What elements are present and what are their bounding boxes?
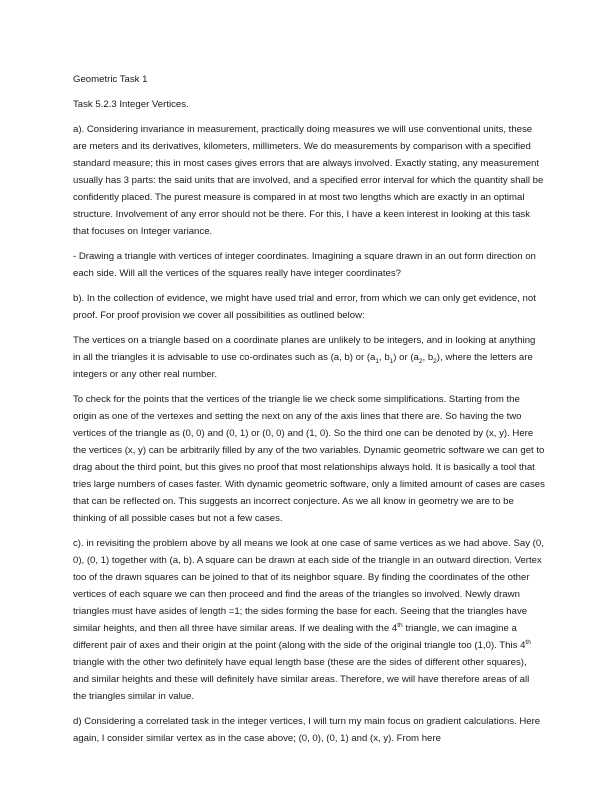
vertices-text-5: ), where the letters are integers or any other real number. bbox=[73, 352, 533, 380]
paragraph-question: - Drawing a triangle with vertices of integer coordinates. Imagining a square drawn in an out form direction on each side. Will all the vertices of the squares really have integer coordinates? bbox=[73, 251, 536, 279]
paragraph-a: a). Considering invariance in measurement, practically doing measures we will use conventional units, these are meters and its derivatives, kilometers, millimeters. We do measurements by comparison with a specified standard measure; this in most cases gives errors that are always involved. Exactly stating, any measurement usually has 3 parts: the said units that are involved, and a specified error interval for which the quantity shall be confidently placed. The purest measure is compared in at most two lengths which are exactly in an optimal structure. Involvement of any error should not be there. For this, I have a keen interest in looking at this task that focuses on Integer variance. bbox=[73, 124, 544, 237]
document-body bbox=[73, 71, 545, 755]
paragraph-vertices bbox=[73, 332, 545, 383]
vertices-text-4: , b bbox=[422, 352, 434, 363]
subscript: 2 bbox=[433, 357, 437, 365]
task-heading: Task 5.2.3 Integer Vertices. bbox=[73, 99, 189, 110]
c-text-2: triangle, we can imagine a different pair of axes and their origin at the point (along with the side of the original triangle too (1,0). This 4 bbox=[73, 623, 526, 651]
vertices-text-2: , b bbox=[378, 352, 390, 363]
paragraph-check: To check for the points that the vertices of the triangle lie we check some simplifications. Starting from the origin as one of the vertexes and setting the next on any of the axis lines that there are. So having the two vertices of the triangle as (0, 0) and (0, 1) or (0, 0) and (1, 0). So the third one can be denoted by (x, y). Here the vertices (x, y) can be arbitrarily filled by any of the two variables. Dynamic geometric software we can get to drag about the third point, but this gives no proof that most relationships always hold. It is basically a tool that tries large numbers of cases faster. With dynamic geometric software, only a limited amount of cases are cases that can be reflected on. This suggests an incorrect conjecture. As we all know in geometry we are to be thinking of all possible cases but not a few cases. bbox=[73, 394, 545, 524]
paragraph-b: b). In the collection of evidence, we might have used trial and error, from which we can only get evidence, not proof. For proof provision we cover all possibilities as outlined below: bbox=[73, 293, 536, 321]
document-title: Geometric Task 1 bbox=[73, 74, 148, 85]
paragraph-c bbox=[73, 535, 545, 705]
subscript: 2 bbox=[418, 357, 423, 365]
paragraph-d: d) Considering a correlated task in the integer vertices, I will turn my main focus on gradient calculations. Here again, I consider similar vertex as in the case above; (0, 0), (0, 1) and (x, y). From here bbox=[73, 716, 541, 744]
superscript: th bbox=[525, 638, 531, 646]
subscript: 1 bbox=[389, 357, 394, 365]
c-text-1: c). in revisiting the problem above by all means we look at one case of same vertices as we had above. Say (0, 0), (0, 1) together with (a, b). A square can be drawn at each side of the triangle in an outward direction. Vertex too of the drawn squares can be joined to that of its neighbor square. By finding the coordinates of the other vertices of each square we can then proceed and find the areas of the triangles so involved. Newly drawn triangles must have asides of length =1; the sides forming the base for each. Seeing that the triangles have similar heights, and then all three have similar areas. If we dealing with the 4 bbox=[73, 538, 544, 634]
vertices-text-3: ) or (a bbox=[393, 352, 419, 363]
superscript: th bbox=[397, 621, 403, 629]
vertices-text-1: The vertices on a triangle based on a coordinate planes are unlikely to be integers, and in looking at anything in all the triangles it is advisable to use co-ordinates such as (a, b) or (a bbox=[73, 335, 536, 363]
subscript: 1 bbox=[375, 357, 379, 365]
c-text-3: triangle with the other two definitely have equal length base (these are the sides of different other squares), and similar heights and these will definitely have similar areas. Therefore, we will have therefore areas of all the triangles similar in value. bbox=[73, 657, 530, 702]
